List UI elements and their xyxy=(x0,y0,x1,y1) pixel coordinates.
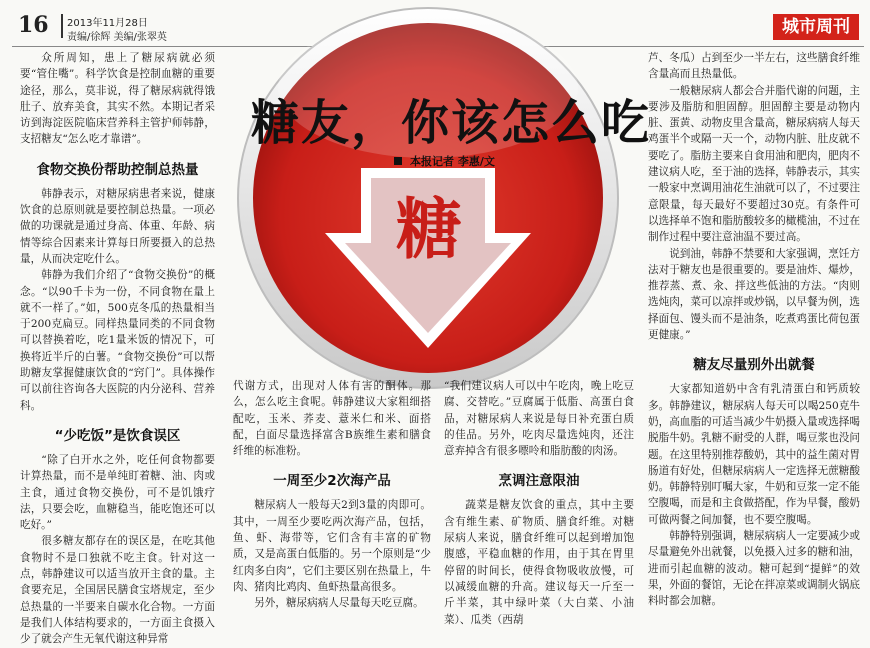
paragraph: 很多糖友都存在的误区是，在吃其他食物时不是口独就不吃主食。针对这一点，韩静建议可以适当放开主食的量。主食要充足，全国居民膳食宝塔规定，至少总热量的一半要来自碳水化合物。一方面是我们人体结构要求的，一方面主食摄入少了就会产生无氧代谢这种异常 xyxy=(20,535,215,646)
paragraph: 说到油，韩静不禁要和大家强调，烹饪方法对于糖友也是很重要的。要是油炸、爆炒，推荐蒸、煮、汆、拌这些低油的方法。“肉则选炖肉，菜可以凉拌或炒锅，以早餐为例，选择面包、馒头而不是油条，吃煮鸡蛋比荷包蛋更健康。” xyxy=(648,247,860,342)
subheading: 烹调注意限油 xyxy=(498,473,580,490)
column-3 xyxy=(444,378,634,626)
byline xyxy=(394,153,495,169)
paragraph: “我们建议病人可以中午吃肉，晚上吃豆腐、交替吃。”豆腐属于低脂、高蛋白食品，对糖尿病人来说是每日补充蛋白质的佳品。另外，吃肉尽量选炖肉，还注意弃掉含有很多嘌呤和脂肪酸的肉汤。 xyxy=(444,380,634,458)
subheading: 糖友尽量别外出就餐 xyxy=(693,357,815,374)
paragraph: 韩静特别强调，糖尿病病人一定要减少或尽量避免外出就餐，以免摄入过多的糖和油，进而引起血糖的波动。糖可起到“提鲜”的效果，外面的餐馆，无论在拌凉菜或调制火锅底料时都会加糖。 xyxy=(648,530,860,608)
column-2 xyxy=(233,378,431,611)
paragraph: “除了白开水之外，吃任何食物都要计算热量，而不是单纯盯着糖、油、肉或主食，通过食物交换份，可不是饥饿疗法，只要会吃，血糖稳当，能吃饱还可以吃好。” xyxy=(20,453,215,532)
hero-char: 糖 xyxy=(396,191,462,268)
column-4 xyxy=(648,50,860,611)
page-number: 16 xyxy=(18,12,49,38)
byline-text: 本报记者 李惠/文 xyxy=(410,155,495,168)
column-1 xyxy=(20,50,215,646)
byline-square-icon xyxy=(394,157,402,165)
paragraph: 众所周知，患上了糖尿病就必须要“管住嘴”。科学饮食是控制血糖的重要途径，那么，莫非说，得了糖尿病就得饿肚子、放弃美食，其实不然。本期记者采访到海淀医院临床营养科主管护师韩静，支招糖友“怎么吃才靠谱”。 xyxy=(20,52,215,146)
paragraph: 韩静为我们介绍了“食物交换份”的概念。“以90千卡为一份，不同食物在量上就不一样了。”如，500克冬瓜的热量相当于200克扁豆。同样热量同类的不同食物可以替换着吃，吃1量米饭的情况下，可换将近半斤的白薯。“食物交换份”可以帮助糖友掌握健康饮食的“窍门”。具体操作可以前往咨询各大医院的内分泌科、营养科。 xyxy=(20,269,215,412)
paragraph: 韩静表示，对糖尿病患者来说，健康饮食的总原则就是要控制总热量。一项必做的功课就是通过身高、体重、年龄、病情等综合因素来计算每日所要摄入的总热量，从而决定吃什么。 xyxy=(20,187,215,265)
subheading: 食物交换份帮助控制总热量 xyxy=(36,161,199,178)
paragraph: 蔬菜是糖友饮食的重点，其中主要含有维生素、矿物质、膳食纤维。对糖尿病人来说，膳食纤维可以起到增加饱腹感，平稳血糖的作用，由于其在胃里停留的时间长，使得食物吸收放慢，可以减缓血糖的升高。建议每天一斤至一斤半菜，其中绿叶菜（大白菜、小油菜）、瓜类（西葫 xyxy=(444,499,634,626)
paragraph: 芦、冬瓜）占到至少一半左右，这些膳食纤维含量高而且热量低。 xyxy=(648,52,860,81)
subheading: “少吃饭”是饮食误区 xyxy=(54,427,181,444)
subheading: 一周至少2次海产品 xyxy=(273,473,391,490)
header-divider xyxy=(61,14,63,38)
paragraph: 代谢方式，出现对人体有害的酮体。那么，怎么吃主食呢。韩静建议大家粗细搭配吃，玉米、荞麦、薏米仁和米、面搭配，白面尽量选择富含B族维生素和膳食纤维的标准粉。 xyxy=(233,380,431,458)
headline: 糖友，你该怎么吃 xyxy=(251,95,652,151)
editors: 责编/徐辉 美编/张翠英 xyxy=(67,32,167,43)
brand-logo: 城市周刊 xyxy=(773,14,859,40)
paragraph: 另外，糖尿病病人尽量每天吃豆腐。 xyxy=(254,597,424,610)
paragraph: 大家都知道奶中含有乳清蛋白和钙质较多。韩静建议，糖尿病人每天可以喝250克牛奶，高血脂的可适当减少牛奶摄入量或选择喝脱脂牛奶。乳糖不耐受的人群，喝豆浆也没问题。在这里特别推荐酸奶，其中的益生菌对胃肠道有好处，但糖尿病病人一定选择无蔗糖酸奶。韩静特别叮嘱大家，牛奶和豆浆一定不能空腹喝，而是和主食做搭配，作为早餐，酸奶可做两餐之间加餐，也不要空腹喝。 xyxy=(648,383,860,526)
paragraph: 糖尿病人一般每天2到3量的肉即可。其中，一周至少要吃两次海产品，包括，鱼、虾、海带等，它们含有丰富的矿物质，又是高蛋白低脂的。另一个原则是“少红肉多白肉”，它们主要区别在热量上，牛肉、猪肉比鸡肉、鱼虾热量高很多。 xyxy=(233,499,431,593)
issue-date: 2013年11月28日 xyxy=(67,18,148,29)
paragraph: 一般糖尿病人都会合并脂代谢的问题，主要涉及脂肪和胆固醇。胆固醇主要是动物内脏、蛋黄、动物皮里含量高，糖尿病病人每天鸡蛋半个或隔一天一个，动物内脏、肚皮就不要吃了。脂肪主要来自食用油和肥肉，肥肉不建议病人吃，至于油的选择，韩静表示，其实一般家中烹调用油花生油就可以了，不过要注意限量，每天最好不要超过30克。有条件可以选择单不饱和脂肪酸较多的橄榄油，不过在制作过程中要注意油温不要过高。 xyxy=(648,84,860,244)
